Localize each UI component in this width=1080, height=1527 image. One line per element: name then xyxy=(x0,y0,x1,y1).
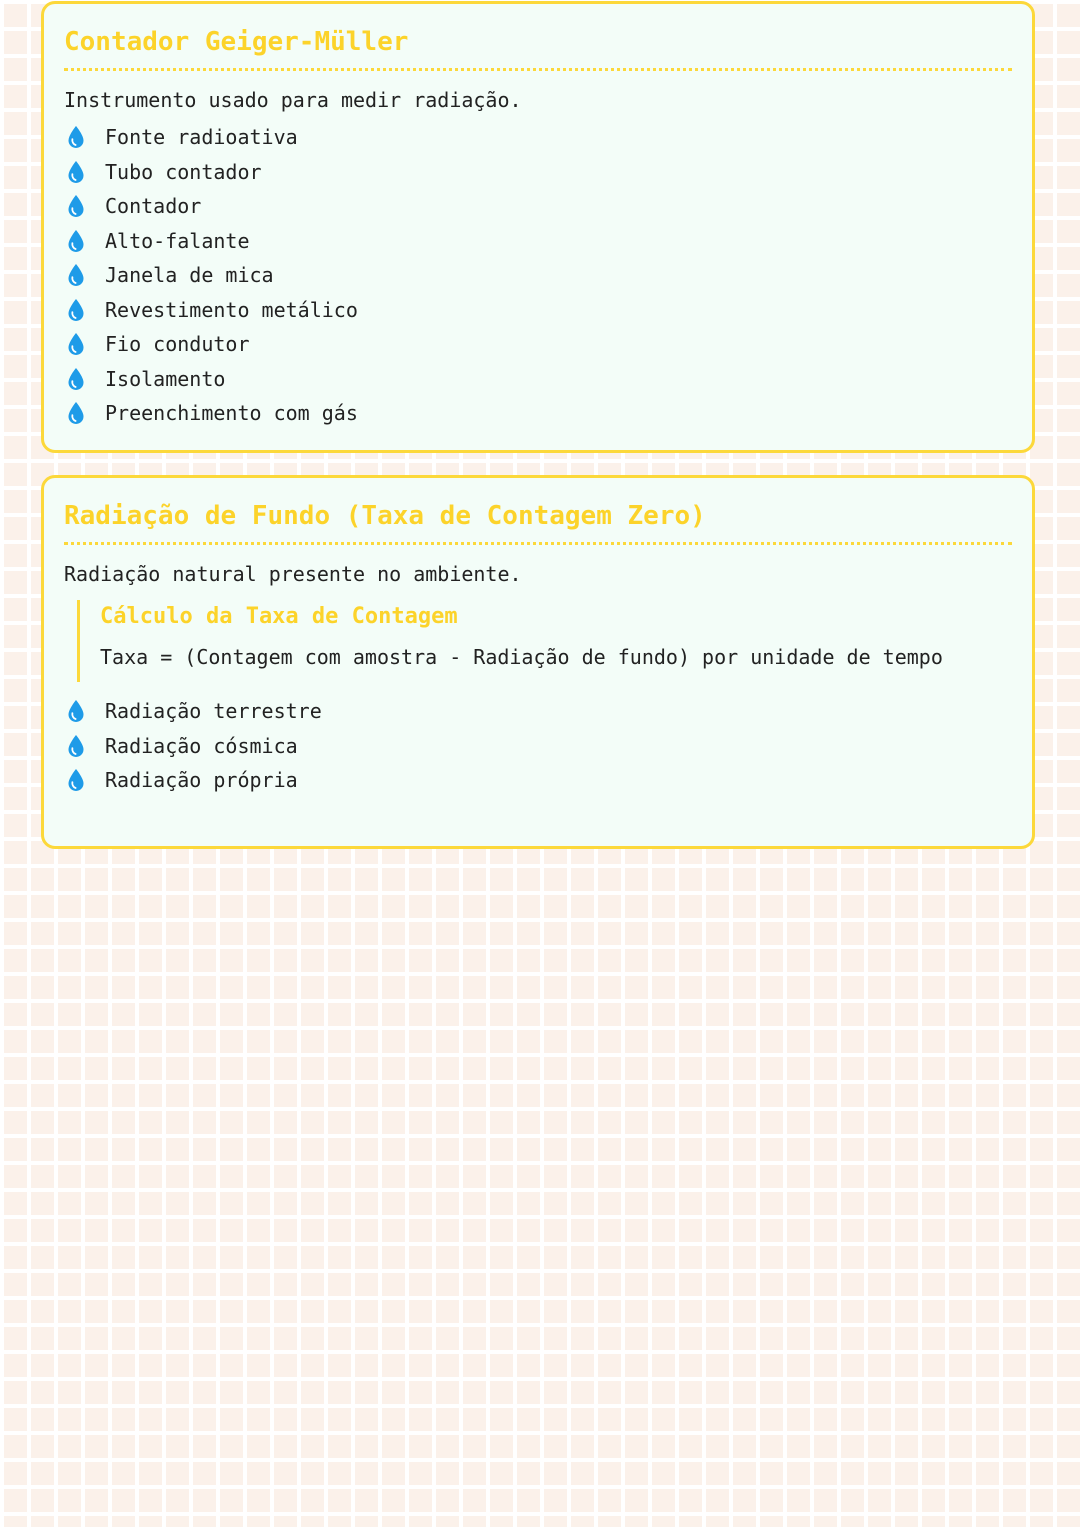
water-drop-icon xyxy=(65,297,87,323)
water-drop-icon xyxy=(65,193,87,219)
list-item-label: Preenchimento com gás xyxy=(105,401,358,426)
water-drop-icon xyxy=(65,698,87,724)
formula-callout xyxy=(77,600,1012,682)
list-item-label: Tubo contador xyxy=(105,159,262,184)
list-item xyxy=(64,694,1012,729)
water-drop-icon xyxy=(65,228,87,254)
water-drop-icon xyxy=(65,400,87,426)
callout-title: Cálculo da Taxa de Contagem xyxy=(100,604,458,629)
list-item xyxy=(64,763,1012,798)
list-item-label: Contador xyxy=(105,194,202,219)
list-item-label: Revestimento metálico xyxy=(105,297,358,322)
list-item-label: Isolamento xyxy=(105,366,226,391)
section-title: Contador Geiger-Müller xyxy=(64,26,1012,71)
water-drop-icon xyxy=(65,733,87,759)
list-item-label: Janela de mica xyxy=(105,263,274,288)
list-item xyxy=(64,396,1012,431)
section-description: Radiação natural presente no ambiente. xyxy=(64,562,522,586)
list-item xyxy=(64,189,1012,224)
list-item-label: Radiação cósmica xyxy=(105,733,298,758)
water-drop-icon xyxy=(65,159,87,185)
list-item xyxy=(64,155,1012,190)
list-item-label: Radiação própria xyxy=(105,768,298,793)
section-description: Instrumento usado para medir radiação. xyxy=(64,88,522,112)
list-item xyxy=(64,729,1012,764)
list-item-label: Fio condutor xyxy=(105,332,250,357)
water-drop-icon xyxy=(65,262,87,288)
list-item-label: Radiação terrestre xyxy=(105,699,322,724)
water-drop-icon xyxy=(65,124,87,150)
component-list xyxy=(64,120,1012,431)
list-item xyxy=(64,258,1012,293)
list-item-label: Fonte radioativa xyxy=(105,125,298,150)
list-item xyxy=(64,120,1012,155)
section-title: Radiação de Fundo (Taxa de Contagem Zero) xyxy=(64,500,1012,545)
radiation-source-list xyxy=(64,694,1012,798)
water-drop-icon xyxy=(65,366,87,392)
section-card-geiger-muller xyxy=(41,1,1035,453)
water-drop-icon xyxy=(65,767,87,793)
water-drop-icon xyxy=(65,331,87,357)
section-card-background-radiation xyxy=(41,475,1035,849)
callout-formula: Taxa = (Contagem com amostra - Radiação de fundo) por unidade de tempo xyxy=(100,645,943,669)
list-item-label: Alto-falante xyxy=(105,228,250,253)
list-item xyxy=(64,224,1012,259)
list-item xyxy=(64,327,1012,362)
list-item xyxy=(64,293,1012,328)
list-item xyxy=(64,362,1012,397)
